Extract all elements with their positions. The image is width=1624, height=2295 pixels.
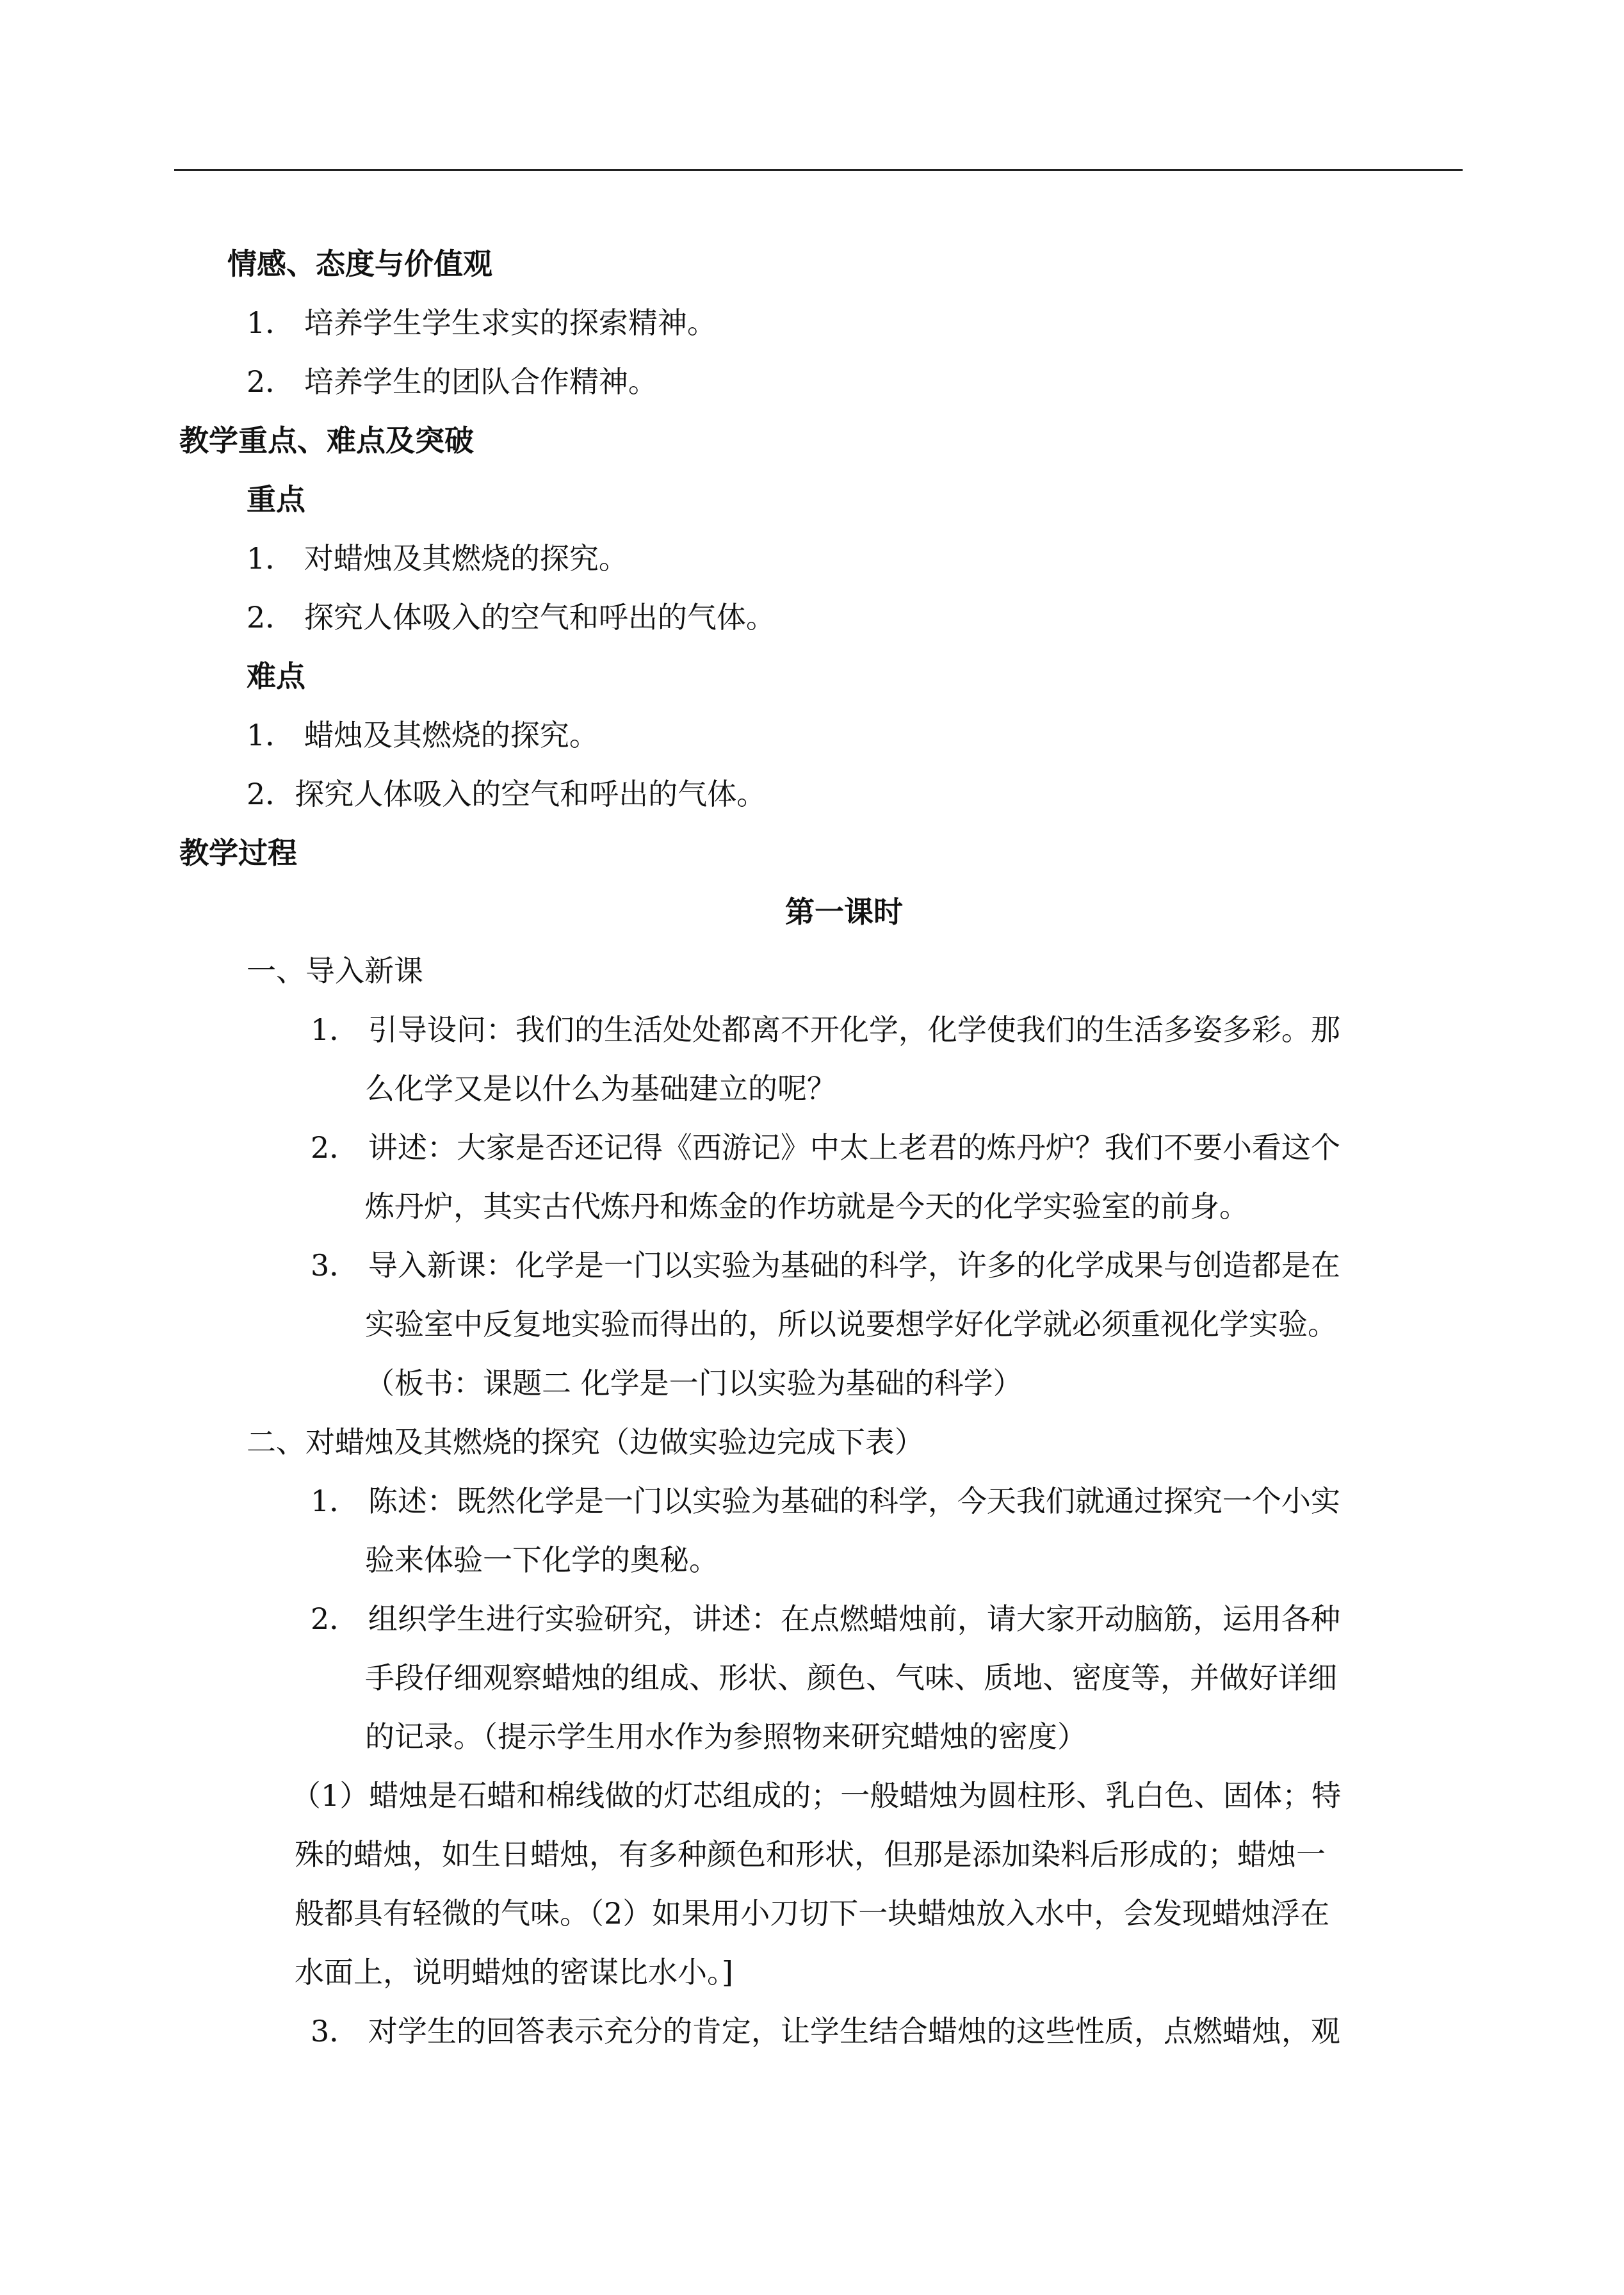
- part1-item-3-line-2: 实验室中反复地实验而得出的，所以说要想学好化学就必须重视化学实验。: [365, 1307, 1337, 1342]
- part2-item-1-line-1: 1． 陈述：既然化学是一门以实验为基础的科学，今天我们就通过探究一个小实: [311, 1484, 1340, 1518]
- part1-item-2-line-2: 炼丹炉，其实古代炼丹和炼金的作坊就是今天的化学实验室的前身。: [365, 1189, 1249, 1224]
- header-rule: [174, 169, 1463, 171]
- part2-item-2-line-2: 手段仔细观察蜡烛的组成、形状、颜色、气味、质地、密度等，并做好详细: [365, 1660, 1337, 1695]
- focus-item-2: 2． 探究人体吸入的空气和呼出的气体。: [247, 600, 775, 635]
- difficulty-item-2: 2．探究人体吸入的空气和呼出的气体。: [247, 777, 767, 811]
- part2-item-2-line-3: 的记录。（提示学生用水作为参照物来研究蜡烛的密度）: [365, 1719, 1087, 1754]
- part1-item-1-line-2: 么化学又是以什么为基础建立的呢？: [365, 1071, 836, 1106]
- part2-item-3-line-1: 3． 对学生的回答表示充分的肯定，让学生结合蜡烛的这些性质，点燃蜡烛，观: [311, 2014, 1340, 2048]
- focus-item-1: 1． 对蜡烛及其燃烧的探究。: [247, 541, 628, 576]
- answer-line-3: 般都具有轻微的气味。（2）如果用小刀切下一块蜡烛放入水中，会发现蜡烛浮在: [295, 1896, 1330, 1931]
- heading-focus: 重点: [247, 482, 305, 517]
- heading-teaching-process: 教学过程: [179, 836, 297, 870]
- answer-line-2: 殊的蜡烛，如生日蜡烛，有多种颜色和形状，但那是添加染料后形成的；蜡烛一: [295, 1837, 1326, 1872]
- part1-item-1-line-1: 1． 引导设问：我们的生活处处都离不开化学，化学使我们的生活多姿多彩。那: [311, 1012, 1340, 1047]
- answer-line-1: （1）蜡烛是石蜡和棉线做的灯芯组成的；一般蜡烛为圆柱形、乳白色、固体；特: [291, 1778, 1342, 1813]
- part1-heading: 一、导入新课: [247, 953, 423, 988]
- heading-difficulty: 难点: [247, 659, 305, 693]
- part1-item-2-line-1: 2． 讲述：大家是否还记得《西游记》中太上老君的炼丹炉？我们不要小看这个: [311, 1130, 1340, 1165]
- part2-heading: 二、对蜡烛及其燃烧的探究（边做实验边完成下表）: [247, 1425, 924, 1459]
- answer-line-4: 水面上，说明蜡烛的密谋比水小。]: [295, 1955, 733, 1990]
- lesson-title: 第一课时: [785, 895, 903, 929]
- part1-item-3-line-3: （板书：课题二 化学是一门以实验为基础的科学）: [365, 1366, 1023, 1400]
- heading-key-points: 教学重点、难点及突破: [179, 423, 474, 458]
- part2-item-1-line-2: 验来体验一下化学的奥秘。: [365, 1543, 719, 1577]
- affect-item-1: 1． 培养学生学生求实的探索精神。: [247, 305, 717, 340]
- affect-item-2: 2． 培养学生的团队合作精神。: [247, 364, 658, 399]
- heading-affect-values: 情感、态度与价值观: [227, 247, 492, 281]
- part2-item-2-line-1: 2． 组织学生进行实验研究，讲述：在点燃蜡烛前，请大家开动脑筋，运用各种: [311, 1602, 1340, 1636]
- difficulty-item-1: 1． 蜡烛及其燃烧的探究。: [247, 718, 599, 752]
- part1-item-3-line-1: 3． 导入新课：化学是一门以实验为基础的科学，许多的化学成果与创造都是在: [311, 1248, 1340, 1283]
